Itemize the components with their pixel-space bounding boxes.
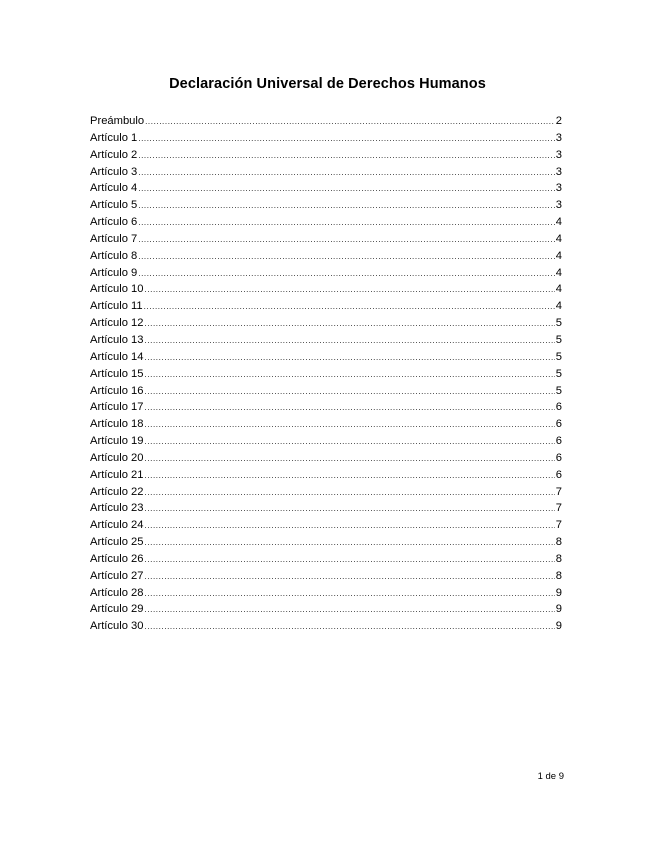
toc-entry[interactable] — [90, 197, 562, 214]
table-of-contents — [90, 113, 562, 635]
toc-entry[interactable] — [90, 399, 562, 416]
toc-entry-label: Artículo 11 — [90, 300, 143, 313]
toc-entry-label: Artículo 13 — [90, 333, 144, 346]
toc-dot-leader — [144, 350, 554, 367]
toc-entry[interactable] — [90, 467, 562, 484]
toc-entry-page-number: 4 — [555, 300, 562, 313]
toc-dot-leader — [138, 148, 555, 165]
toc-entry-page-number: 9 — [555, 620, 562, 633]
toc-dot-leader — [144, 468, 554, 485]
toc-dot-leader — [144, 333, 554, 350]
toc-entry-page-number: 6 — [555, 418, 562, 431]
toc-entry[interactable] — [90, 500, 562, 517]
toc-dot-leader — [138, 165, 555, 182]
toc-entry-page-number: 4 — [555, 216, 562, 229]
toc-entry-label: Artículo 28 — [90, 586, 144, 599]
toc-entry-label: Artículo 20 — [90, 451, 144, 464]
toc-dot-leader — [138, 181, 555, 198]
toc-entry-label: Artículo 25 — [90, 536, 144, 549]
toc-entry-page-number: 7 — [555, 485, 562, 498]
toc-entry[interactable] — [90, 551, 562, 568]
toc-entry-label: Artículo 6 — [90, 216, 138, 229]
document-title: Declaración Universal de Derechos Humanos — [169, 76, 486, 92]
toc-dot-leader — [144, 384, 554, 401]
toc-dot-leader — [138, 249, 555, 266]
toc-entry[interactable] — [90, 517, 562, 534]
toc-entry[interactable] — [90, 315, 562, 332]
toc-entry-label: Artículo 10 — [90, 283, 144, 296]
toc-entry-page-number: 6 — [555, 468, 562, 481]
toc-entry-page-number: 5 — [555, 350, 562, 363]
toc-entry-label: Artículo 1 — [90, 131, 138, 144]
toc-entry-label: Artículo 29 — [90, 603, 144, 616]
toc-entry-page-number: 7 — [555, 519, 562, 532]
toc-entry-label: Artículo 19 — [90, 435, 144, 448]
toc-entry[interactable] — [90, 332, 562, 349]
toc-entry-label: Artículo 15 — [90, 367, 144, 380]
toc-entry-page-number: 4 — [555, 266, 562, 279]
toc-entry[interactable] — [90, 568, 562, 585]
toc-dot-leader — [144, 451, 554, 468]
toc-entry-page-number: 3 — [555, 148, 562, 161]
toc-entry-page-number: 8 — [555, 552, 562, 565]
toc-entry-label: Artículo 21 — [90, 468, 144, 481]
toc-entry[interactable] — [90, 601, 562, 618]
toc-entry[interactable] — [90, 265, 562, 282]
toc-entry[interactable] — [90, 349, 562, 366]
toc-dot-leader — [144, 586, 554, 603]
toc-dot-leader — [144, 299, 555, 316]
toc-dot-leader — [144, 417, 554, 434]
toc-entry-page-number: 4 — [555, 283, 562, 296]
toc-entry[interactable] — [90, 113, 562, 130]
toc-dot-leader — [138, 131, 555, 148]
toc-entry-label: Artículo 8 — [90, 249, 138, 262]
toc-entry-label: Artículo 12 — [90, 317, 144, 330]
toc-entry-page-number: 9 — [555, 586, 562, 599]
toc-entry-page-number: 2 — [555, 115, 562, 127]
toc-entry-page-number: 8 — [555, 536, 562, 549]
toc-dot-leader — [144, 316, 554, 333]
toc-entry-label: Artículo 16 — [90, 384, 144, 397]
toc-entry-label: Artículo 17 — [90, 401, 144, 414]
toc-entry-page-number: 4 — [555, 232, 562, 245]
toc-entry[interactable] — [90, 450, 562, 467]
toc-dot-leader — [144, 400, 554, 417]
toc-dot-leader — [138, 232, 555, 249]
toc-dot-leader — [145, 114, 555, 131]
toc-entry-page-number: 4 — [555, 249, 562, 262]
toc-entry-label: Artículo 24 — [90, 519, 144, 532]
toc-dot-leader — [144, 552, 554, 569]
toc-dot-leader — [138, 198, 555, 215]
toc-entry[interactable] — [90, 248, 562, 265]
toc-entry-label: Artículo 4 — [90, 182, 138, 195]
toc-entry-label: Preámbulo — [90, 115, 145, 127]
toc-entry-label: Artículo 26 — [90, 552, 144, 565]
toc-dot-leader — [144, 619, 554, 636]
toc-entry[interactable] — [90, 298, 562, 315]
toc-entry-page-number: 5 — [555, 384, 562, 397]
toc-dot-leader — [144, 485, 554, 502]
toc-entry-label: Artículo 3 — [90, 165, 138, 178]
toc-entry[interactable] — [90, 433, 562, 450]
toc-dot-leader — [144, 518, 554, 535]
toc-entry[interactable] — [90, 281, 562, 298]
toc-dot-leader — [144, 569, 554, 586]
toc-entry[interactable] — [90, 534, 562, 551]
toc-entry[interactable] — [90, 130, 562, 147]
toc-dot-leader — [144, 282, 554, 299]
toc-entry-label: Artículo 14 — [90, 350, 144, 363]
toc-dot-leader — [144, 535, 554, 552]
toc-entry-label: Artículo 5 — [90, 199, 138, 212]
toc-entry-label: Artículo 18 — [90, 418, 144, 431]
toc-entry-label: Artículo 2 — [90, 148, 138, 161]
toc-entry[interactable] — [90, 147, 562, 164]
toc-entry-page-number: 5 — [555, 333, 562, 346]
toc-entry[interactable] — [90, 618, 562, 635]
toc-entry[interactable] — [90, 585, 562, 602]
toc-entry[interactable] — [90, 383, 562, 400]
toc-entry[interactable] — [90, 366, 562, 383]
toc-entry-page-number: 3 — [555, 131, 562, 144]
toc-entry-page-number: 6 — [555, 435, 562, 448]
toc-entry-page-number: 5 — [555, 367, 562, 380]
toc-dot-leader — [138, 215, 555, 232]
toc-entry[interactable] — [90, 164, 562, 181]
toc-entry-label: Artículo 30 — [90, 620, 144, 633]
toc-entry[interactable] — [90, 180, 562, 197]
toc-entry-page-number: 7 — [555, 502, 562, 515]
toc-entry-label: Artículo 23 — [90, 502, 144, 515]
toc-entry[interactable] — [90, 416, 562, 433]
toc-dot-leader — [144, 501, 554, 518]
toc-entry-page-number: 6 — [555, 401, 562, 414]
toc-entry-page-number: 8 — [555, 569, 562, 582]
toc-entry-label: Artículo 27 — [90, 569, 144, 582]
toc-entry-label: Artículo 22 — [90, 485, 144, 498]
toc-entry-label: Artículo 9 — [90, 266, 138, 279]
toc-dot-leader — [144, 602, 554, 619]
toc-entry-page-number: 9 — [555, 603, 562, 616]
toc-entry-page-number: 3 — [555, 199, 562, 212]
toc-dot-leader — [144, 434, 554, 451]
toc-dot-leader — [138, 266, 555, 283]
toc-entry[interactable] — [90, 231, 562, 248]
page-indicator: 1 de 9 — [537, 771, 564, 782]
toc-entry[interactable] — [90, 214, 562, 231]
toc-entry-page-number: 3 — [555, 165, 562, 178]
toc-entry-label: Artículo 7 — [90, 232, 138, 245]
toc-dot-leader — [144, 367, 554, 384]
toc-entry-page-number: 6 — [555, 451, 562, 464]
toc-entry-page-number: 3 — [555, 182, 562, 195]
toc-entry-page-number: 5 — [555, 317, 562, 330]
toc-entry[interactable] — [90, 484, 562, 501]
